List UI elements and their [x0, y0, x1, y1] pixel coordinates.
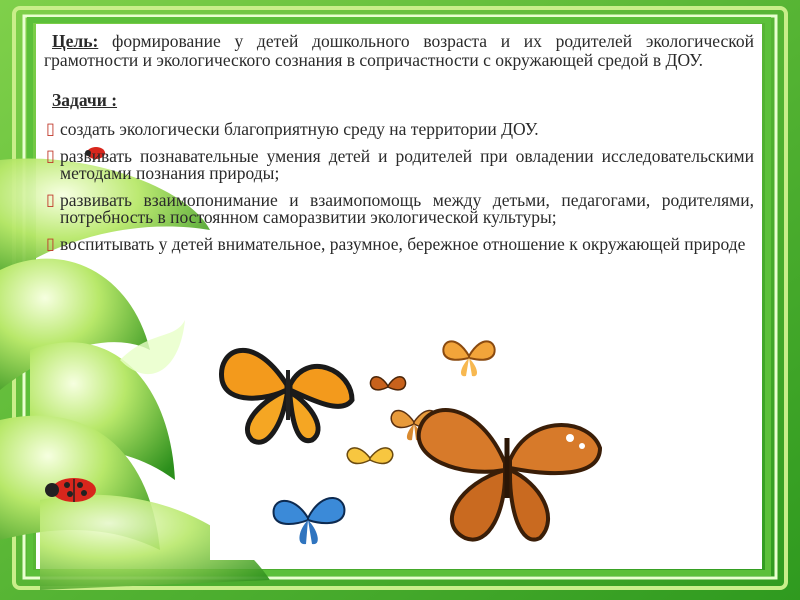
- list-item: ▯ создать экологически благоприятную среду на территории ДОУ.: [46, 119, 539, 139]
- list-item: ▯ развивать взаимопонимание и взаимопомощь между детьми, педагогами, родителями, потребность в постоянном саморазвитии экологической культуры;: [46, 190, 754, 227]
- butterfly-icon: [410, 398, 605, 548]
- goal-text: формирование у детей дошкольного возраста и их родителей экологической грамотности и экологического сознания в сопричастности с окружающей средой в ДОУ.: [44, 31, 755, 70]
- content-text: [44, 32, 754, 253]
- butterfly-icon: [212, 330, 362, 450]
- bullet-icon: ▯: [46, 148, 55, 165]
- goal-paragraph: [44, 32, 754, 70]
- tasks-heading: Задачи :: [52, 90, 118, 110]
- ladybug-icon: [42, 476, 100, 504]
- butterfly-icon: [344, 440, 396, 480]
- list-item: ▯ развивать познавательные умения детей и родителей при овладении исследовательскими методами познания природы;: [46, 146, 754, 183]
- butterfly-icon: [440, 332, 498, 380]
- goal-label: Цель:: [52, 31, 99, 51]
- butterfly-icon: [268, 488, 350, 550]
- bullet-icon: ▯: [46, 121, 55, 138]
- butterfly-icon: [368, 370, 408, 402]
- bullet-icon: ▯: [46, 192, 55, 209]
- bullet-icon: ▯: [46, 236, 55, 253]
- list-item: ▯ воспитывать у детей внимательное, разумное, бережное отношение к окружающей природе: [46, 234, 746, 254]
